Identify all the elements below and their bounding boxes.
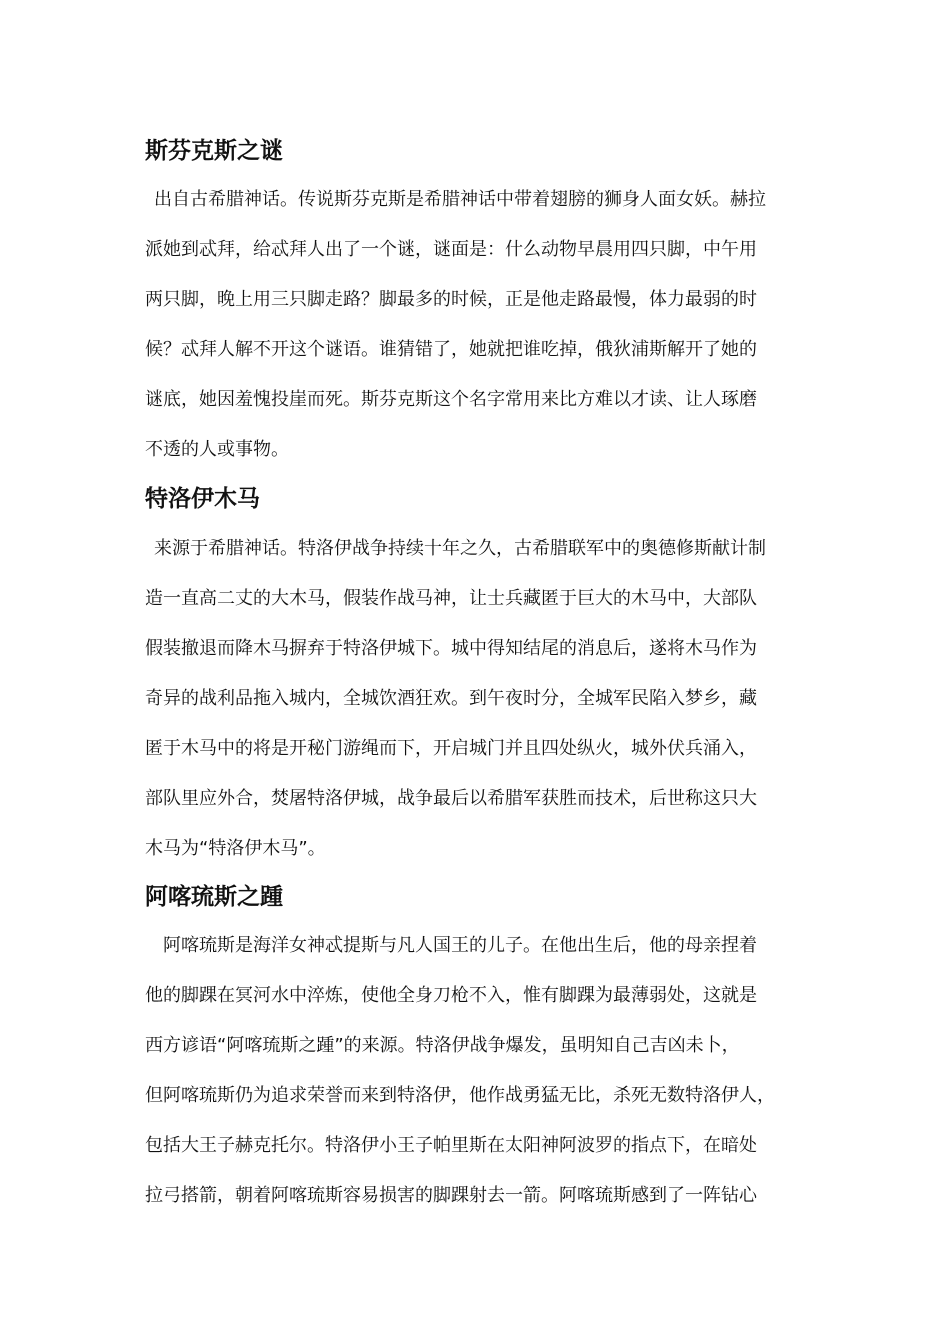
paragraph-line: 假装撤退而降木马摒弃于特洛伊城下。城中得知结尾的消息后，遂将木马作为 — [145, 638, 757, 659]
paragraph-line: 谜底，她因羞愧投崖而死。斯芬克斯这个名字常用来比方难以才读、让人琢磨 — [145, 389, 757, 410]
paragraph-line: 西方谚语“阿喀琉斯之踵”的来源。特洛伊战争爆发，虽明知自己吉凶未卜， — [145, 1035, 740, 1056]
paragraph-line: 奇异的战利品拖入城内，全城饮酒狂欢。到午夜时分，全城军民陷入梦乡，藏 — [145, 688, 757, 709]
paragraph-line: 不透的人或事物。 — [145, 439, 289, 460]
paragraph-line: 他的脚踝在冥河水中淬炼，使他全身刀枪不入，惟有脚踝为最薄弱处，这就是 — [145, 985, 757, 1006]
section-achilles-heel — [145, 882, 810, 912]
paragraph-line: 拉弓搭箭，朝着阿喀琉斯容易损害的脚踝射去一箭。阿喀琉斯感到了一阵钻心 — [145, 1185, 757, 1206]
paragraph-line: 两只脚，晚上用三只脚走路？脚最多的时候，正是他走路最慢，体力最弱的时 — [145, 289, 757, 310]
section-trojan-horse — [145, 484, 810, 514]
paragraph-line: 木马为“特洛伊木马”。 — [145, 838, 326, 859]
section-trojan-body — [145, 524, 810, 874]
paragraph-line: 部队里应外合，焚屠特洛伊城，战争最后以希腊军获胜而技术，后世称这只大 — [145, 788, 757, 809]
paragraph-line: 造一直高二丈的大木马，假装作战马神，让士兵藏匿于巨大的木马中，大部队 — [145, 588, 757, 609]
paragraph-line: 候？忒拜人解不开这个谜语。谁猜错了，她就把谁吃掉，俄狄浦斯解开了她的 — [145, 339, 757, 360]
paragraph-line: 包括大王子赫克托尔。特洛伊小王子帕里斯在太阳神阿波罗的指点下，在暗处 — [145, 1135, 757, 1156]
section-achilles-body — [145, 921, 810, 1221]
paragraph-line: 但阿喀琉斯仍为追求荣誉而来到特洛伊，他作战勇猛无比，杀死无数特洛伊人， — [145, 1085, 775, 1106]
paragraph-line: 来源于希腊神话。特洛伊战争持续十年之久，古希腊联军中的奥德修斯献计制 — [154, 538, 766, 559]
section-sphinx-riddle — [145, 136, 810, 166]
section-title: 斯芬克斯之谜 — [145, 138, 283, 164]
section-title: 特洛伊木马 — [145, 486, 260, 512]
section-title: 阿喀琉斯之踵 — [145, 884, 283, 910]
paragraph-line: 匿于木马中的将是开秘门游绳而下，开启城门并且四处纵火，城外伏兵涌入， — [145, 738, 757, 759]
paragraph-line: 出自古希腊神话。传说斯芬克斯是希腊神话中带着翅膀的狮身人面女妖。赫拉 — [154, 189, 766, 210]
section-sphinx-body — [145, 175, 810, 475]
paragraph-line: 派她到忒拜，给忒拜人出了一个谜，谜面是：什么动物早晨用四只脚，中午用 — [145, 239, 757, 260]
paragraph-line: 阿喀琉斯是海洋女神忒提斯与凡人国王的儿子。在他出生后，他的母亲捏着 — [163, 935, 757, 956]
